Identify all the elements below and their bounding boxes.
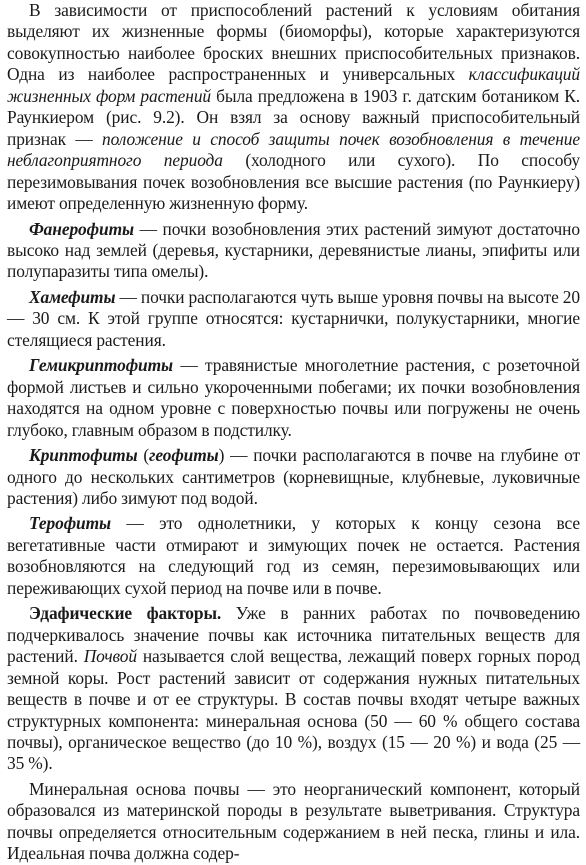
paragraph-edaphic <box>7 603 580 775</box>
cryptophytes-text-2: ) — почки располагаются в почве на глубине от одного до нескольких сантиметров (корневищные, клубневые, луковичные растения) либо зимуют под водой. <box>7 445 580 508</box>
paragraph-mineral <box>7 779 580 865</box>
term-therophytes: Терофиты <box>29 513 112 534</box>
intro-text-1: В зависимости от приспособлений растений к условиям обитания выделяют их жизненные формы (биоморфы), которые характеризуются совокупностью наиболее броских внешних приспособительных признаков. Одна из наиболее распространенных и универсальных <box>7 0 580 85</box>
term-chamaephytes: Хамефиты <box>29 286 116 307</box>
paragraph-chamaephytes <box>7 287 580 351</box>
chamaephytes-text: — почки располагаются чуть выше уровня почвы на высоте 20 — 30 см. К этой группе относятся: кустарнички, полукустарники, многие стелящиеся растения. <box>7 286 580 350</box>
paragraph-therophytes <box>7 513 580 599</box>
term-geophytes: геофиты <box>149 445 219 466</box>
paragraph-phanerophytes <box>7 219 580 283</box>
term-cryptophytes: Криптофиты <box>29 445 138 466</box>
paragraph-hemicryptophytes <box>7 355 580 441</box>
hemicryptophytes-text: — травянистые многолетние растения, с розеточной формой листьев и сильно укороченными побегами; их почки возобновления находятся на одном уровне с поверхностью почвы или погружены не очень глубоко, главным образом в подстилку. <box>7 355 580 440</box>
edaphic-italic-soil: Почвой <box>83 646 137 667</box>
intro-text-2: была предложена в 1903 г. датским ботаником К. Раункиером (рис. 9.2). Он взял за основу важный приспособительный признак — <box>7 85 580 149</box>
paragraph-intro <box>7 0 580 215</box>
heading-edaphic-factors: Эдафические факторы. <box>29 603 222 624</box>
mineral-text: Минеральная основа почвы — это неорганический компонент, который образовался из материнской породы в результате выветривания. Структура почвы определяется относительным содержанием в ней песка, глины и ила. Идеальная почва должна содер- <box>7 778 580 864</box>
phanerophytes-text: — почки возобновления этих растений зимуют достаточно высоко над землей (деревья, кустарники, деревянистые лианы, эпифиты или полупаразиты типа омелы). <box>7 218 580 282</box>
intro-italic-classification: классификаций жизненных форм растений <box>7 64 580 106</box>
cryptophytes-text-1: ( <box>137 445 150 466</box>
therophytes-text: — это однолетники, у которых к концу сезона все вегетативные части отмирают и зимующих почек не остается. Растения возобновляются на следующий год из семян, перезимовывающих или переживающих сухой период на почве или в почве. <box>7 513 580 598</box>
term-hemicryptophytes: Гемикриптофиты <box>29 355 174 376</box>
term-phanerophytes: Фанерофиты <box>29 218 134 239</box>
edaphic-text-2: называется слой вещества, лежащий поверх горных пород земной коры. Рост растений зависит от содержания нужных питательных веществ в почве и от ее структуры. В состав почвы входят четыре важных структурных компонента: минеральная основа (50 — 60 % общего состава почвы), органическое вещество (до 10 %), воздух (15 — 20 %) и вода (25 — 35 %). <box>7 646 580 774</box>
edaphic-text-1: Уже в ранних работах по почвоведению подчеркивалось значение почвы как источника питательных веществ для растений. <box>7 603 581 667</box>
intro-italic-feature: положение и способ защиты почек возобновления в течение неблагоприятного периода <box>7 128 580 171</box>
paragraph-cryptophytes <box>7 445 580 509</box>
intro-text-3: (холодного или сухого). По способу перезимовывания почек возобновления все высшие растения (по Раункиеру) имеют определенную жизненную форму. <box>7 150 580 214</box>
